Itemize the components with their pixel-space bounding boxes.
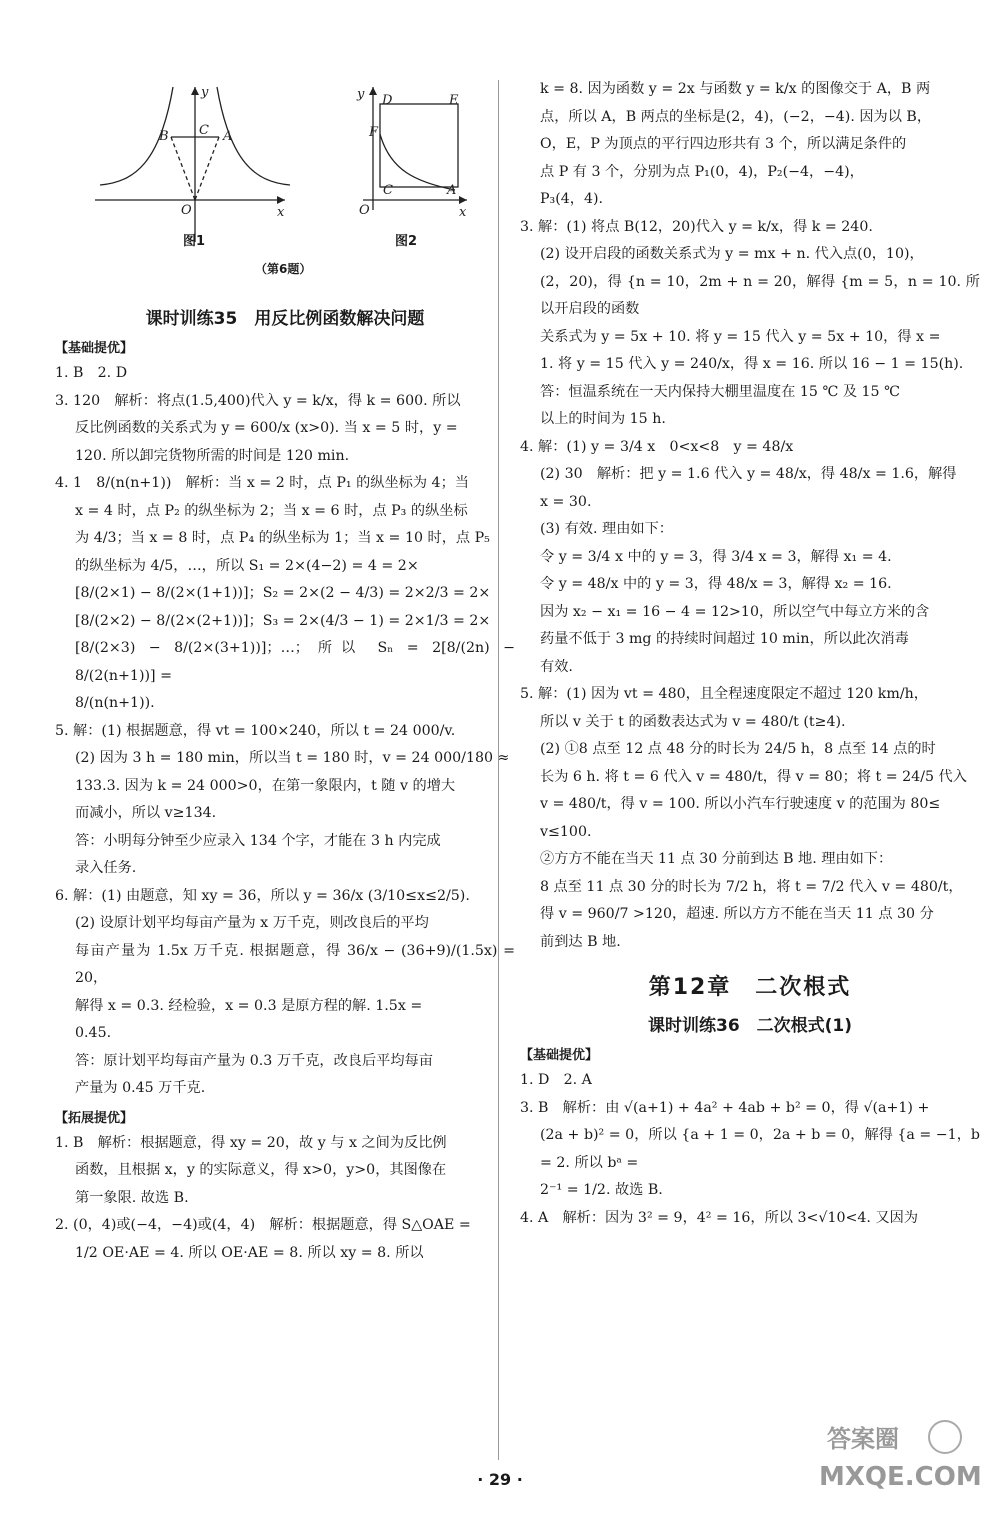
text-line: (2) 设原计划平均每亩产量为 x 万千克，则改良后的平均 (75, 915, 429, 931)
left-answer-lines (55, 360, 515, 1103)
text-line: 8/(n(n+1)). (75, 695, 155, 711)
right-answer-lines-bottom (520, 1067, 980, 1232)
figure-1-caption: 图1 (183, 234, 206, 249)
text-line: 反比例函数的关系式为 y = 600/x (x>0). 当 x = 5 时，y = (75, 420, 458, 436)
fig1-label-b: B (159, 129, 169, 144)
text-line: 133.3. 因为 k = 24 000>0，在第一象限内，t 随 v 的增大 (75, 777, 456, 794)
fig2-curve (380, 134, 455, 190)
text-line: 所以 v 关于 t 的函数表达式为 v = 480/t (t≥4). (540, 713, 846, 730)
watermark-text-bottom: MXQE.COM (819, 1462, 982, 1492)
fig2-label-d: D (382, 93, 393, 108)
text-line: 产量为 0.45 万千克. (75, 1080, 206, 1096)
fig2-label-a: A (447, 183, 457, 198)
text-line: 令 y = 48/x 中的 y = 3，得 48/x = 3，解得 x₂ = 16. (540, 576, 892, 592)
fig1-segment-bo (171, 137, 195, 200)
text-line: 关系式为 y = 5x + 10. 将 y = 15 代入 y = 5x + 10，得 x = (540, 328, 941, 345)
text-line: 1. 将 y = 15 代入 y = 240/x，得 x = 16. 所以 16 − 1 = 15(h). (540, 356, 964, 372)
figure-1 (95, 87, 290, 242)
basic-tag-right: 【基础提优】 (520, 1048, 599, 1063)
text-line: ②方方不能在当天 11 点 30 分前到达 B 地. 理由如下： (540, 851, 893, 867)
text-line: (2) 因为 3 h = 180 min，所以当 t = 180 时，v = 24 000/180 ≈ (75, 750, 510, 766)
text-line: 3. B 解析：由 √(a+1) + 4a² + 4ab + b² = 0，得 √(a+1) + (520, 1099, 930, 1116)
basic-tag-left: 【基础提优】 (55, 341, 134, 356)
text-line: [8/(2×2) − 8/(2×(2+1))]；S₃ = 2×(4/3 − 1) = 2×1/3 = 2× (75, 612, 491, 629)
left-column (55, 294, 515, 1267)
text-line: 第一象限. 故选 B. (75, 1189, 189, 1206)
lesson-35-title: 课时训练35 用反比例函数解决问题 (145, 309, 425, 329)
text-line: (3) 有效. 理由如下： (540, 521, 673, 537)
text-line: (2，20)，得 {n = 10，2m + n = 20，解得 {m = 5，n = 10. 所以开启段的函数 (540, 273, 980, 317)
text-line: 6. 解：(1) 由题意，知 xy = 36，所以 y = 36/x (3/10≤x≤2/5). (55, 887, 470, 904)
figure-group-caption: （第6题） (255, 262, 312, 276)
text-line: k = 8. 因为函数 y = 2x 与函数 y = k/x 的图像交于 A，B 两 (540, 81, 931, 97)
watermark-logo (807, 1415, 982, 1495)
text-line: 3. 解：(1) 将点 B(12，20)代入 y = k/x，得 k = 240. (520, 218, 873, 235)
fig2-square (380, 104, 458, 187)
fig2-label-f: F (369, 125, 379, 140)
text-line: 长为 6 h. 将 t = 6 代入 v = 480/t，得 v = 80；将 t = 24/5 代入 (540, 768, 967, 785)
fig1-label-c: C (199, 123, 209, 138)
text-line: 因为 x₂ − x₁ = 16 − 4 = 12>10，所以空气中每立方米的含 (540, 603, 930, 620)
fig1-label-y: y (201, 85, 209, 100)
fig2-label-c: C (383, 183, 393, 198)
text-line: 得 v = 960/7 >120，超速. 所以方方不能在当天 11 点 30 分 (540, 906, 934, 922)
text-line: 120. 所以卸完货物所需的时间是 120 min. (75, 447, 350, 464)
text-line: 1. B 解析：根据题意，得 xy = 20，故 y 与 x 之间为反比例 (55, 1134, 447, 1151)
fig2-label-e: E (449, 93, 459, 108)
right-answer-lines-top (520, 76, 980, 956)
text-line: 令 y = 3/4 x 中的 y = 3，得 3/4 x = 3，解得 x₁ = 4. (540, 548, 892, 565)
text-line: 1. D 2. A (520, 1072, 592, 1088)
text-line: 4. A 解析：因为 3² = 9，4² = 16，所以 3<√10<4. 又因为 (520, 1209, 919, 1226)
fig1-segment-ao (195, 137, 219, 200)
text-line: P₃(4，4). (540, 191, 604, 207)
text-line: 以上的时间为 15 h. (540, 411, 666, 427)
text-line: 函数，且根据 x，y 的实际意义，得 x>0，y>0，其图像在 (75, 1162, 447, 1178)
figure-2-caption: 图2 (395, 234, 418, 249)
lesson-36-title: 课时训练36 二次根式(1) (647, 1016, 853, 1036)
right-column (520, 76, 980, 1232)
text-line: 2⁻¹ = 1/2. 故选 B. (540, 1182, 663, 1198)
fig2-label-o: O (359, 203, 370, 218)
text-line: 前到达 B 地. (540, 933, 621, 950)
text-line: 点 P 有 3 个，分别为点 P₁(0，4)，P₂(−4，−4)， (540, 163, 864, 180)
text-line: 4. 解：(1) y = 3/4 x 0<x<8 y = 48/x (520, 438, 794, 455)
fig2-label-x: x (459, 205, 467, 220)
text-line: (2) 30 解析：把 y = 1.6 代入 y = 48/x，得 48/x = 1.6，解得 (540, 466, 957, 482)
text-line: 1. B 2. D (55, 365, 128, 381)
text-line: 有效. (540, 658, 573, 675)
text-line: 点，所以 A，B 两点的坐标是(2，4)，(−2，−4). 因为以 B， (540, 108, 932, 125)
extension-answer-lines (55, 1130, 515, 1268)
text-line: 0.45. (75, 1025, 112, 1041)
text-line: v≤100. (540, 823, 592, 840)
text-line: 录入任务. (75, 860, 137, 876)
chapter-12-title: 第12章 二次根式 (648, 975, 852, 1000)
watermark-text-top: 答案圈 (827, 1425, 899, 1453)
text-line: [8/(2×1) − 8/(2×(1+1))]；S₂ = 2×(2 − 4/3) = 2×2/3 = 2× (75, 585, 491, 601)
text-line: 答：小明每分钟至少应录入 134 个字，才能在 3 h 内完成 (75, 832, 441, 849)
text-line: 5. 解：(1) 因为 vt = 480，且全程速度限定不超过 120 km/h， (520, 686, 928, 702)
fig1-label-a: A (223, 129, 233, 144)
text-line: x = 4 时，点 P₂ 的纵坐标为 2；当 x = 6 时，点 P₃ 的纵坐标 (75, 502, 468, 519)
text-line: 的纵坐标为 4/5，…，所以 S₁ = 2×(4−2) = 4 = 2× (75, 557, 419, 574)
text-line: 2. (0，4)或(−4，−4)或(4，4) 解析：根据题意，得 S△OAE = (55, 1217, 471, 1233)
fig2-label-y: y (357, 87, 365, 102)
text-line: 答：恒温系统在一天内保持大棚里温度在 15 ℃ 及 15 ℃ (540, 383, 900, 400)
page-number: · 29 · (477, 1470, 523, 1489)
fig1-label-x: x (277, 205, 285, 220)
text-line: 而减小，所以 v≥134. (75, 805, 217, 821)
text-line: 药量不低于 3 mg 的持续时间超过 10 min，所以此次消毒 (540, 631, 909, 647)
text-line: O，E，P 为顶点的平行四边形共有 3 个，所以满足条件的 (540, 136, 907, 152)
text-line: 4. 1 8/(n(n+1)) 解析：当 x = 2 时，点 P₁ 的纵坐标为 4；当 (55, 475, 469, 491)
text-line: 为 4/3；当 x = 8 时，点 P₄ 的纵坐标为 1；当 x = 10 时，点 P₅ (75, 530, 490, 546)
text-line: x = 30. (540, 493, 592, 510)
text-line: (2) ①8 点至 12 点 48 分的时长为 24/5 h，8 点至 14 点的时 (540, 741, 936, 757)
text-line: (2) 设开启段的函数关系式为 y = mx + n. 代入点(0，10)， (540, 246, 924, 262)
text-line: 解得 x = 0.3. 经检验，x = 0.3 是原方程的解. 1.5x = (75, 997, 423, 1014)
figure-1-graph (95, 82, 475, 282)
text-line: [8/(2×3) − 8/(2×(3+1))]；…；所以 Sₙ = 2[8/(2n) − 8/(2(n+1))] = (75, 640, 515, 684)
text-line: v = 480/t，得 v = 100. 所以小汽车行驶速度 v 的范围为 80≤ (540, 796, 941, 812)
fig1-label-o: O (181, 203, 192, 218)
text-line: 答：原计划平均每亩产量为 0.3 万千克，改良后平均每亩 (75, 1052, 433, 1069)
figure-group (95, 82, 475, 282)
text-line: 3. 120 解析：将点(1.5,400)代入 y = k/x，得 k = 600. 所以 (55, 392, 461, 409)
text-line: 每亩产量为 1.5x 万千克. 根据题意，得 36/x − (36+9)/(1.5x) = 20， (75, 942, 515, 986)
text-line: 5. 解：(1) 根据题意，得 vt = 100×240，所以 t = 24 000/v. (55, 722, 456, 739)
extension-tag: 【拓展提优】 (55, 1110, 134, 1126)
text-line: 1/2 OE·AE = 4. 所以 OE·AE = 8. 所以 xy = 8. 所以 (75, 1244, 424, 1261)
text-line: (2a + b)² = 0，所以 {a + 1 = 0，2a + b = 0，解得 {a = −1，b = 2. 所以 bᵃ = (540, 1127, 980, 1171)
text-line: 8 点至 11 点 30 分的时长为 7/2 h，将 t = 7/2 代入 v = 480/t， (540, 878, 963, 895)
